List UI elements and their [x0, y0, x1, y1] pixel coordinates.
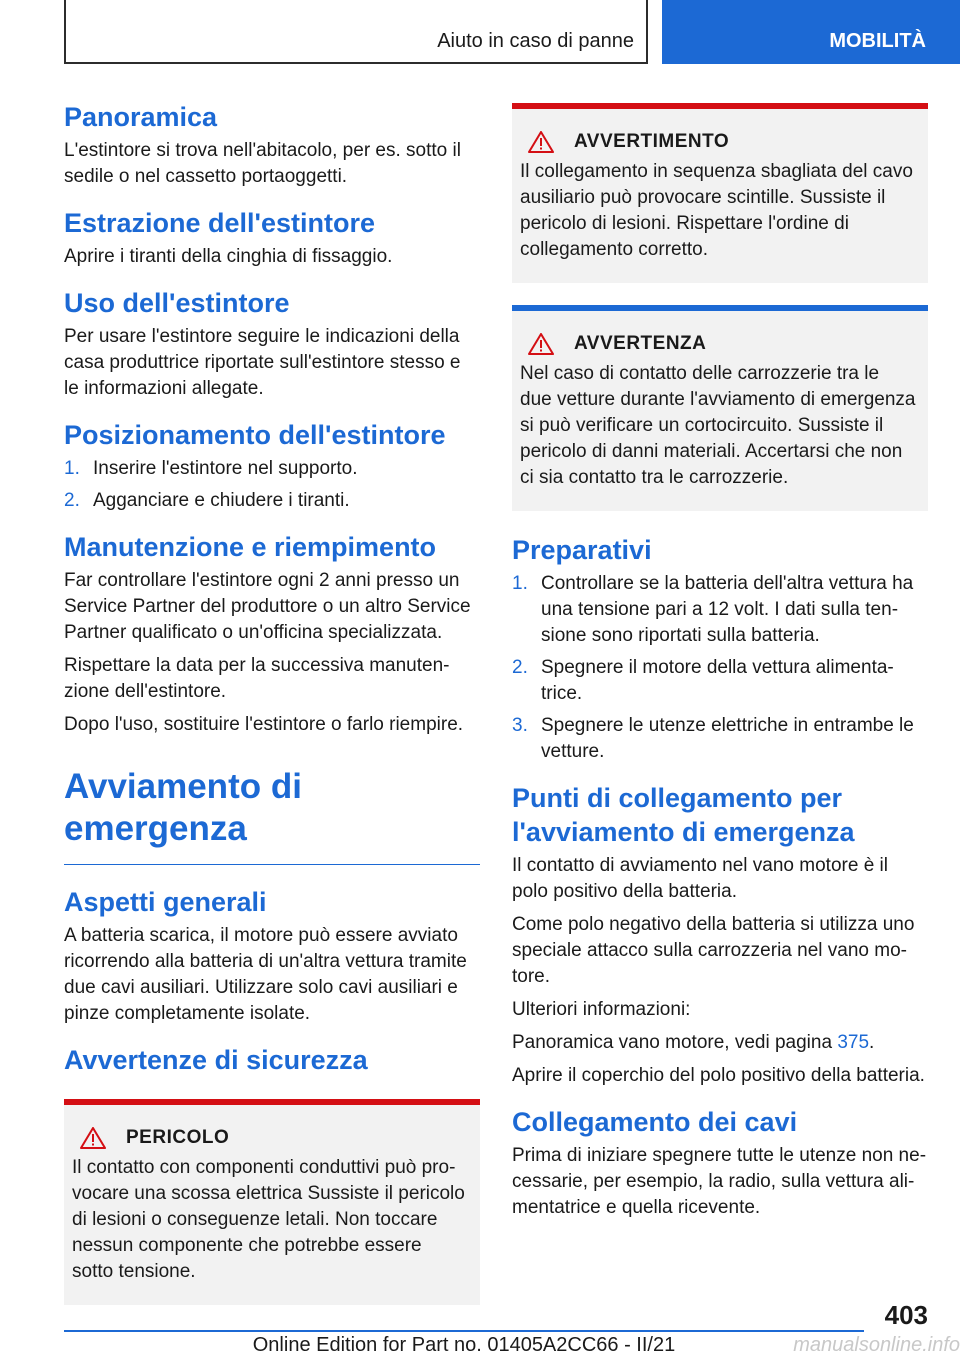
text-uso: Per usare l'estintore seguire le indicazioni della casa produttrice riportate sull'estintore stesso e le informazioni allegate. — [64, 326, 461, 399]
footer-divider — [64, 1330, 864, 1332]
list-item — [64, 488, 480, 514]
text-punti-4 — [512, 1030, 928, 1056]
section-uso — [64, 286, 480, 402]
text-punti-1: Il contatto di avviamento nel vano motore è il polo positivo della batteria. — [512, 855, 888, 902]
header-chapter-title: MOBILITÀ — [829, 30, 926, 52]
chapter-heading-block — [64, 766, 480, 865]
ref-suffix: . — [869, 1032, 875, 1053]
text-panoramica: L'estintore si trova nell'abitacolo, per es. sotto il sedile o nel cassetto portaoggetti. — [64, 140, 461, 187]
warning-triangle-icon — [528, 131, 554, 153]
steps-preparativi — [512, 571, 928, 765]
danger-label: PERICOLO — [126, 1127, 230, 1148]
text-manutenzione-2: Rispettare la data per la successiva manutenzione dell'estintore. — [64, 655, 450, 702]
text-collegamento: Prima di iniziare spegnere tutte le utenze non necessarie, per esempio, la radio, sulla vettura alimentatrice e quella ricevente. — [512, 1145, 927, 1218]
heading-estrazione: Estrazione dell'estintore — [64, 208, 376, 238]
section-collegamento — [512, 1105, 928, 1221]
step-number: 1. — [64, 458, 80, 479]
section-manutenzione — [64, 530, 480, 738]
text-estrazione: Aprire i tiranti della cinghia di fissaggio. — [64, 246, 393, 267]
step-text: Spegnere il motore della vettura alimentatrice. — [541, 657, 894, 704]
list-item — [64, 456, 480, 482]
header-chapter-tab — [662, 0, 960, 64]
heading-posizionamento: Posizionamento dell'estintore — [64, 420, 446, 450]
section-posizionamento — [64, 418, 480, 514]
heading-preparativi: Preparativi — [512, 535, 652, 565]
watermark: manualsonline.info — [793, 1334, 960, 1356]
heading-aspetti: Aspetti generali — [64, 887, 267, 917]
left-column — [64, 100, 480, 1327]
heading-punti: Punti di collegamento per l'avviamento di emergenza — [512, 783, 855, 847]
warning-text: Il collegamento in sequenza sbagliata del cavo ausiliario può provocare scintille. Sussiste il pericolo di lesioni. Rispettare l'ordine di collegamento corretto. — [520, 161, 913, 260]
chapter-title: Avviamento di emergenza — [64, 767, 302, 848]
text-punti-2: Come polo negativo della batteria si utilizza uno speciale attacco sulla carrozzeria nel vano motore. — [512, 914, 915, 987]
step-text: Inserire l'estintore nel supporto. — [93, 458, 358, 479]
step-number: 1. — [512, 573, 528, 594]
ref-prefix: Panoramica vano motore, vedi pagina — [512, 1032, 838, 1053]
step-text: Spegnere le utenze elettriche in entrambe le vetture. — [541, 715, 914, 762]
text-punti-5: Aprire il coperchio del polo positivo della batteria. — [512, 1065, 925, 1086]
step-number: 3. — [512, 715, 528, 736]
caution-text: Nel caso di contatto delle carrozzerie tra le due vetture durante l'avviamento di emergenza si può verificare un cortocircuito. Sussiste il pericolo di danni materiali. Accertarsi che non ci sia contatto tra le carrozzerie. — [520, 363, 916, 488]
heading-panoramica: Panoramica — [64, 102, 218, 132]
warning-box — [512, 103, 928, 283]
list-item — [512, 655, 928, 707]
page-number: 403 — [884, 1300, 928, 1330]
step-number: 2. — [512, 657, 528, 678]
list-item — [512, 571, 928, 649]
danger-box — [64, 1099, 480, 1305]
heading-avvertenze: Avvertenze di sicurezza — [64, 1045, 368, 1075]
warning-box-title — [520, 131, 916, 153]
caution-label: AVVERTENZA — [574, 333, 707, 354]
text-manutenzione-1: Far controllare l'estintore ogni 2 anni presso un Service Partner del produttore o un altro Service Partner qualificato o un'officina specializzata. — [64, 570, 471, 643]
section-estrazione — [64, 206, 480, 270]
heading-collegamento: Collegamento dei cavi — [512, 1107, 798, 1137]
heading-manutenzione: Manutenzione e riempimento — [64, 532, 437, 562]
danger-box-title — [72, 1127, 468, 1149]
section-aspetti — [64, 885, 480, 1027]
text-punti-3: Ulteriori informazioni: — [512, 999, 691, 1020]
step-text: Agganciare e chiudere i tiranti. — [93, 490, 350, 511]
section-preparativi — [512, 533, 928, 765]
warning-triangle-icon — [528, 333, 554, 355]
footer-edition: Online Edition for Part no. 01405A2CC66 - II/21 — [252, 1334, 676, 1356]
caution-box-title — [520, 333, 916, 355]
list-item — [512, 713, 928, 765]
warning-triangle-icon — [80, 1127, 106, 1149]
heading-uso: Uso dell'estintore — [64, 288, 290, 318]
step-text: Controllare se la batteria dell'altra vettura ha una tensione pari a 12 volt. I dati sulla tensione sono riportati sulla batteria. — [541, 573, 914, 646]
step-number: 2. — [64, 490, 80, 511]
section-punti — [512, 781, 928, 1089]
header-section-box — [64, 0, 648, 64]
text-aspetti: A batteria scarica, il motore può essere avviato ricorrendo alla batteria di un'altra vettura tramite due cavi ausiliari. Utilizzare solo cavi ausiliari e pinze completamente isolate. — [64, 925, 467, 1024]
steps-posizionamento — [64, 456, 480, 514]
danger-text: Il contatto con componenti conduttivi può provocare una scossa elettrica Sussiste il pericolo di lesioni o conseguenze letali. Non toccare nessun componente che potrebbe essere sotto tensione. — [72, 1157, 465, 1282]
warning-label: AVVERTIMENTO — [574, 131, 730, 152]
right-column — [512, 103, 928, 1237]
text-manutenzione-3: Dopo l'uso, sostituire l'estintore o farlo riempire. — [64, 714, 464, 735]
caution-box — [512, 305, 928, 511]
page-ref-link[interactable]: 375 — [837, 1032, 870, 1053]
section-avvertenze — [64, 1043, 480, 1077]
header-section-title: Aiuto in caso di panne — [437, 30, 634, 52]
section-panoramica — [64, 100, 480, 190]
